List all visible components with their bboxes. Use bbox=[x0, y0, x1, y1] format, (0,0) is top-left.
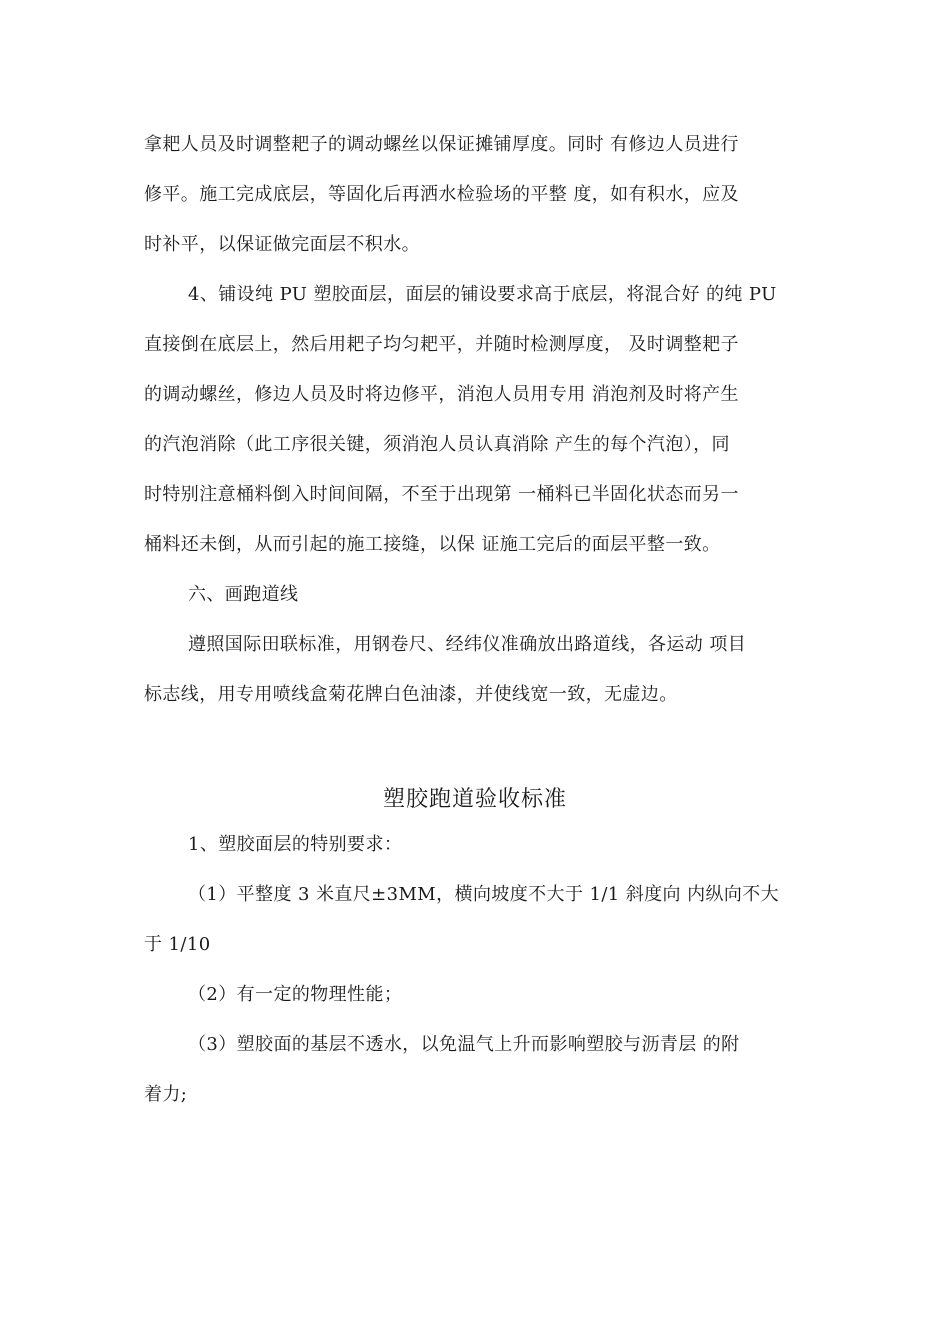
body-line: 桶料还未倒，从而引起的施工接缝，以保 证施工完后的面层平整一致。 bbox=[144, 534, 721, 555]
requirement-line: （3）塑胶面的基层不透水，以免温气上升而影响塑胶与沥青层 的附 bbox=[188, 1034, 740, 1055]
body-line: 直接倒在底层上，然后用耙子均匀耙平，并随时检测厚度， 及时调整耙子 bbox=[144, 334, 739, 355]
body-line: 拿耙人员及时调整耙子的调动螺丝以保证摊铺厚度。同时 有修边人员进行 bbox=[144, 134, 739, 155]
requirement-line: 1、塑胶面层的特别要求： bbox=[188, 834, 403, 855]
body-line: 遵照国际田联标准，用钢卷尺、经纬仪准确放出路道线，各运动 项目 bbox=[188, 634, 747, 655]
requirement-line: 着力; bbox=[144, 1084, 188, 1105]
body-line: 4、铺设纯 PU 塑胶面层，面层的铺设要求高于底层，将混合好 的纯 PU bbox=[188, 284, 777, 305]
body-line: 标志线，用专用喷线盒菊花牌白色油漆，并使线宽一致，无虚边。 bbox=[144, 684, 678, 705]
section-heading: 六、画跑道线 bbox=[188, 584, 299, 605]
section-title: 塑胶跑道验收标准 bbox=[382, 787, 567, 812]
requirement-line: （2）有一定的物理性能； bbox=[188, 984, 403, 1005]
body-line: 时补平，以保证做完面层不积水。 bbox=[144, 234, 420, 255]
body-line: 修平。施工完成底层，等固化后再洒水检验场的平整 度，如有积水，应及 bbox=[144, 184, 739, 205]
body-line: 时特别注意桶料倒入时间间隔，不至于出现第 一桶料已半固化状态而另一 bbox=[144, 484, 739, 505]
body-line: 的汽泡消除（此工序很关键，须消泡人员认真消除 产生的每个汽泡），同 bbox=[144, 434, 730, 455]
requirement-line: （1）平整度 3 米直尺±3MM，横向坡度不大于 1/1 斜度向 内纵向不大 bbox=[188, 884, 780, 905]
requirement-line: 于 1/10 bbox=[144, 934, 211, 955]
body-line: 的调动螺丝，修边人员及时将边修平，消泡人员用专用 消泡剂及时将产生 bbox=[144, 384, 739, 405]
